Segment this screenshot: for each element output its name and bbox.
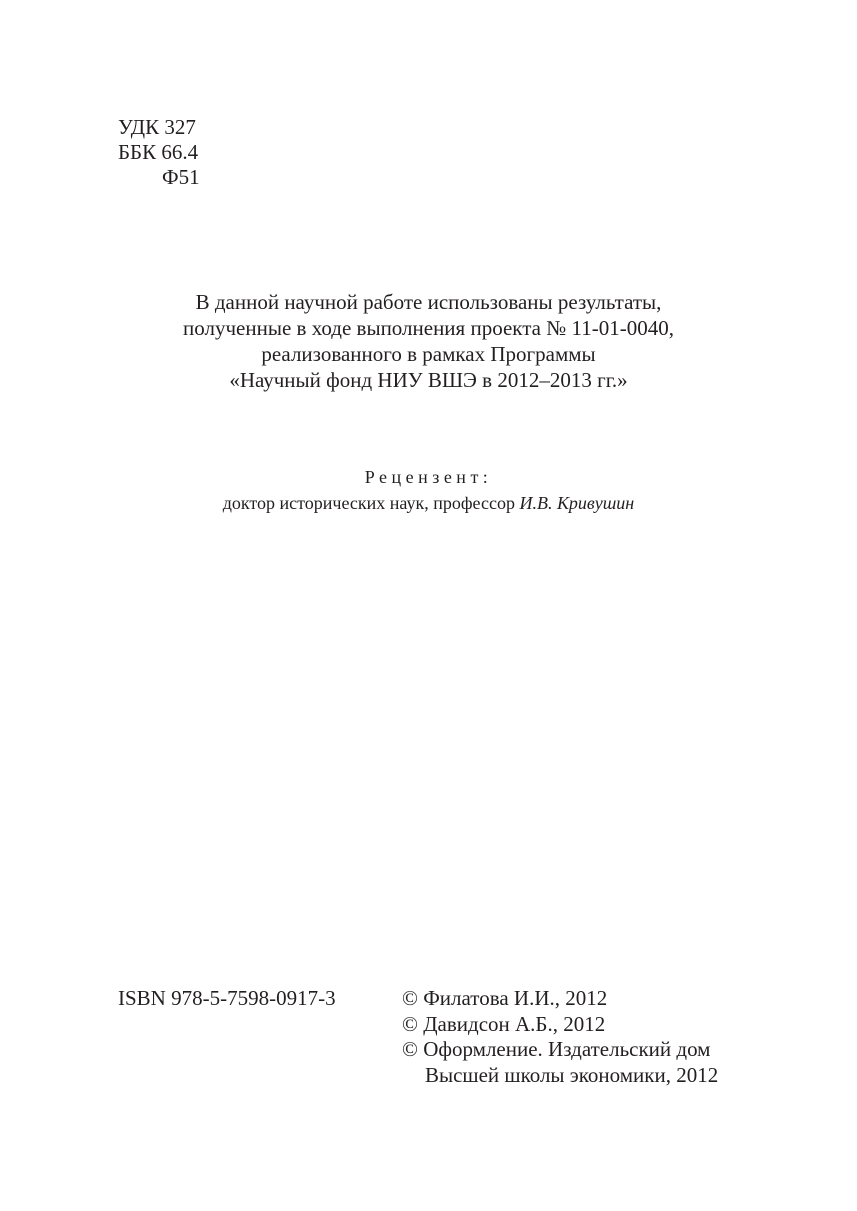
copyright-line: © Давидсон А.Б., 2012 bbox=[402, 1011, 606, 1036]
funding-line: полученные в ходе выполнения проекта № 11-01-0040, bbox=[183, 316, 674, 340]
copyright-line: © Оформление. Издательский дом bbox=[402, 1037, 711, 1061]
udk-code: УДК 327 bbox=[118, 115, 196, 139]
reviewer-title: доктор исторических наук, профессор bbox=[222, 493, 520, 513]
funding-line: «Научный фонд НИУ ВШЭ в 2012–2013 гг.» bbox=[229, 368, 628, 392]
copyright-line: © Филатова И.И., 2012 bbox=[402, 986, 608, 1010]
bbk-code: ББК 66.4 bbox=[118, 140, 199, 164]
copyright-block bbox=[402, 986, 718, 1088]
funding-line: реализованного в рамках Программы bbox=[261, 342, 596, 366]
reviewer-name: И.В. Кривушин bbox=[519, 493, 635, 513]
funding-note bbox=[0, 289, 857, 393]
classification-block bbox=[118, 115, 200, 190]
funding-line: В данной научной работе использованы результаты, bbox=[195, 290, 662, 314]
reviewer-heading: Рецензент: bbox=[364, 467, 493, 487]
reviewer-block bbox=[0, 464, 857, 516]
isbn: ISBN 978-5-7598-0917-3 bbox=[118, 986, 336, 1010]
author-mark: Ф51 bbox=[162, 165, 200, 189]
copyright-line: Высшей школы экономики, 2012 bbox=[425, 1062, 719, 1087]
reviewer-line bbox=[0, 490, 857, 516]
